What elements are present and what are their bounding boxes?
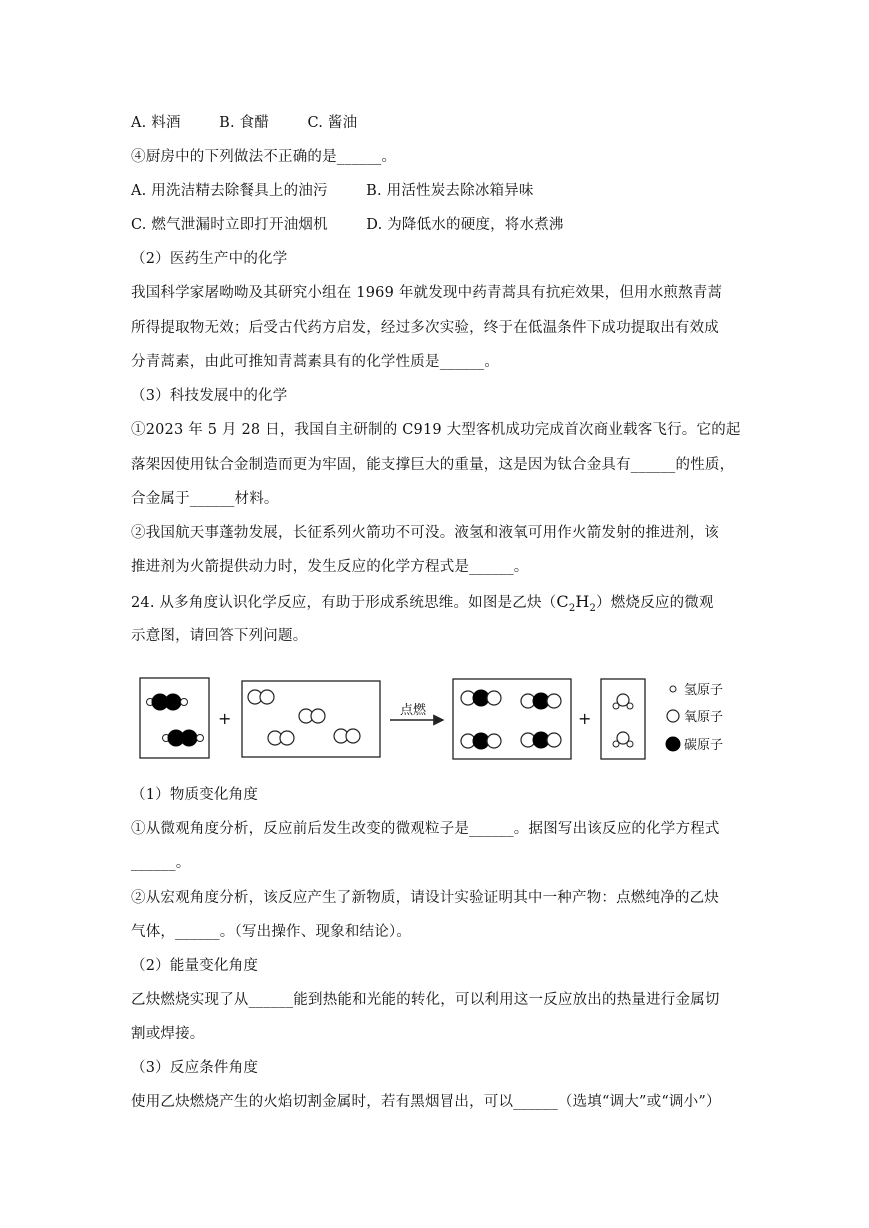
legend-carbon-label: 碳原子: [684, 738, 724, 753]
co2-molecule: [521, 732, 561, 748]
q4-options-c-d: C. 燃气泄漏时立即打开油烟机 D. 为降低水的硬度，将水煮沸: [131, 217, 564, 233]
acetylene-formula: $C_2H_2$: [556, 592, 597, 614]
legend-hydrogen-label: 氢原子: [684, 683, 724, 698]
plus-sign: +: [218, 709, 232, 728]
para-space-2: 推进剂为火箭提供动力时，发生反应的化学方程式是______。: [131, 559, 529, 575]
oxygen-legend-symbol: [667, 710, 679, 722]
water-molecule: [613, 694, 633, 709]
ignite-label: 点燃: [400, 703, 427, 718]
co2-molecule: [461, 690, 501, 706]
legend: [666, 683, 723, 753]
part1-q2-line2: 气体，______。（写出操作、现象和结论）。: [131, 924, 412, 940]
para-tech-1: ①2023 年 5 月 28 日，我国自主研制的 C919 大型客机成功完成首次商业载客飞行。它的起: [131, 422, 741, 438]
part1-q1-line2: ______。: [131, 855, 191, 871]
plus-sign: +: [578, 709, 592, 728]
part1-q2-line1: ②从宏观角度分析，该反应产生了新物质，请设计实验证明其中一种产物：点燃纯净的乙炔: [131, 890, 719, 906]
para-medicine-3: 分青蒿素，由此可推知青蒿素具有的化学性质是______。: [131, 354, 500, 370]
oxygen-molecule: [248, 690, 274, 704]
para-tech-3: 合金属于______材料。: [131, 491, 279, 507]
q24-stem-part1: 24. 从多角度认识化学反应，有助于形成系统思维。如图是乙炔（: [131, 595, 557, 611]
part2-line1: 乙炔燃烧实现了从______能到热能和光能的转化，可以利用这一反应放出的热量进行金属切: [131, 992, 720, 1008]
para-space-1: ②我国航天事蓬勃发展，长征系列火箭功不可没。液氢和液氧可用作火箭发射的推进剂，该: [131, 525, 719, 541]
oxygen-molecule: [334, 729, 360, 743]
section-3-heading: （3）科技发展中的化学: [131, 388, 288, 404]
part1-q1-line1: ①从微观角度分析，反应前后发生改变的微观粒子是______。据图写出该反应的化学方程式: [131, 821, 720, 837]
co2-molecule: [521, 693, 561, 709]
acetylene-molecule: [147, 694, 188, 710]
acetylene-molecule: [163, 730, 204, 746]
para-medicine-2: 所得提取物无效；后受古代药方启发，经过多次实验，终于在低温条件下成功提取出有效成: [131, 320, 719, 336]
legend-oxygen-label: 氧原子: [684, 710, 724, 725]
q-options-a-b-c: A. 料酒 B. 食醋 C. 酱油: [131, 115, 358, 131]
carbon-legend-symbol: [666, 737, 680, 751]
part2-line2: 割或焊接。: [131, 1026, 205, 1042]
co2-molecule: [461, 733, 501, 749]
oxygen-molecule: [299, 709, 325, 723]
q4-options-a-b: A. 用洗洁精去除餐具上的油污 B. 用活性炭去除冰箱异味: [131, 183, 534, 199]
section-2-heading: （2）医药生产中的化学: [131, 251, 288, 267]
part3-line1: 使用乙炔燃烧产生的火焰切割金属时，若有黑烟冒出，可以______（选填“调大”或“调小”）: [131, 1094, 721, 1110]
q24-stem-line1: [131, 592, 714, 619]
oxygen-molecule: [268, 731, 294, 745]
q24-stem-part2: ）燃烧反应的微观: [596, 595, 714, 611]
product-water-box: [601, 679, 645, 759]
q24-stem-line2: 示意图，请回答下列问题。: [131, 628, 308, 644]
water-molecule: [613, 732, 633, 747]
para-tech-2: 落架因使用钛合金制造而更为牢固，能支撑巨大的重量，这是因为钛合金具有______的性质，: [131, 457, 735, 473]
para-medicine-1: 我国科学家屠呦呦及其研究小组在 1969 年就发现中药青蒿具有抗疟效果，但用水煎熬青蒿: [131, 285, 723, 301]
hydrogen-legend-symbol: [670, 686, 676, 692]
part1-heading: （1）物质变化角度: [131, 787, 259, 803]
reaction-diagram: [138, 674, 738, 764]
part2-heading: （2）能量变化角度: [131, 958, 259, 974]
q4-stem: ④厨房中的下列做法不正确的是______。: [131, 149, 397, 165]
part3-heading: （3）反应条件角度: [131, 1060, 259, 1076]
